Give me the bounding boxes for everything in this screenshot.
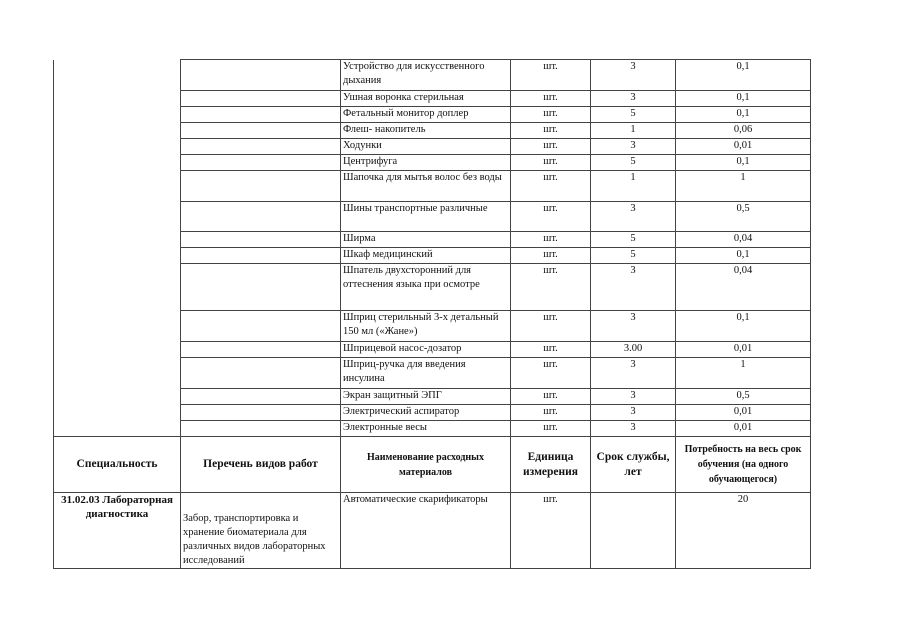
item-unit-cell: шт. [511, 171, 591, 202]
empty-specialty-cell [54, 311, 181, 342]
item-name-cell: Шприцевой насос-дозатор [341, 342, 511, 358]
item-unit-cell: шт. [511, 358, 591, 389]
empty-specialty-cell [54, 202, 181, 232]
table-row-specialty [54, 493, 811, 569]
empty-specialty-cell [54, 421, 181, 437]
item-life-cell: 3 [591, 139, 676, 155]
empty-specialty-cell [54, 358, 181, 389]
empty-specialty-cell [54, 60, 181, 91]
empty-work-cell [181, 405, 341, 421]
item-unit-cell: шт. [511, 123, 591, 139]
item-name-cell: Ходунки [341, 139, 511, 155]
item-need-cell: 0,01 [676, 342, 811, 358]
table-row [54, 248, 811, 264]
item-life-cell: 1 [591, 123, 676, 139]
item-name-cell: Электрический аспиратор [341, 405, 511, 421]
item-life-cell: 5 [591, 232, 676, 248]
item-need-cell: 0,5 [676, 389, 811, 405]
item-need-cell: 0,01 [676, 139, 811, 155]
table-row [54, 107, 811, 123]
specialty-cell: 31.02.03 Лабораторная диагностика [54, 493, 181, 569]
item-unit-cell: шт. [511, 311, 591, 342]
empty-work-cell [181, 139, 341, 155]
empty-specialty-cell [54, 232, 181, 248]
item-name-cell: Шапочка для мытья волос без воды [341, 171, 511, 202]
work-text: Забор, транспортировка и хранение биоматериала для различных видов лабораторных исследований [183, 513, 326, 566]
item-need-cell: 0,5 [676, 202, 811, 232]
empty-work-cell [181, 311, 341, 342]
item-name-cell: Шприц-ручка для введения инсулина [341, 358, 511, 389]
item-unit-cell: шт. [511, 202, 591, 232]
item-unit-cell: шт. [511, 232, 591, 248]
header-materials: Наименование расходных материалов [341, 437, 511, 493]
item-name-cell: Флеш- накопитель [341, 123, 511, 139]
item-life-cell: 5 [591, 107, 676, 123]
item-unit-cell: шт. [511, 389, 591, 405]
header-specialty: Специальность [54, 437, 181, 493]
table-header-row [54, 437, 811, 493]
empty-work-cell [181, 248, 341, 264]
item-need-cell: 1 [676, 358, 811, 389]
header-need: Потребность на весь срок обучения (на одного обучающегося) [676, 437, 811, 493]
empty-specialty-cell [54, 107, 181, 123]
item-unit-cell: шт. [511, 264, 591, 311]
item-unit-cell: шт. [511, 421, 591, 437]
table-row [54, 358, 811, 389]
table-row [54, 60, 811, 91]
item-need-cell: 0,06 [676, 123, 811, 139]
item-life-cell: 3 [591, 389, 676, 405]
item-life-cell: 3 [591, 358, 676, 389]
item-unit-cell: шт. [511, 342, 591, 358]
item-name-cell: Центрифуга [341, 155, 511, 171]
empty-work-cell [181, 91, 341, 107]
empty-specialty-cell [54, 342, 181, 358]
item-unit-cell: шт. [511, 107, 591, 123]
work-cell [181, 493, 341, 569]
item-name-cell: Шпатель двухсторонний для оттеснения языка при осмотре [341, 264, 511, 311]
empty-specialty-cell [54, 91, 181, 107]
item-need-cell: 0,1 [676, 248, 811, 264]
item-need-cell: 0,04 [676, 264, 811, 311]
item-need-cell: 0,1 [676, 107, 811, 123]
item-life-cell: 3.00 [591, 342, 676, 358]
table-row [54, 405, 811, 421]
header-unit: Единица измерения [511, 437, 591, 493]
empty-work-cell [181, 264, 341, 311]
item-life-cell: 5 [591, 248, 676, 264]
empty-work-cell [181, 123, 341, 139]
item-unit-cell: шт. [511, 155, 591, 171]
item-life-cell: 3 [591, 264, 676, 311]
item-name-cell: Экран защитный ЭПГ [341, 389, 511, 405]
table-row [54, 91, 811, 107]
item-name-cell: Ширма [341, 232, 511, 248]
table-row [54, 389, 811, 405]
table-row [54, 342, 811, 358]
empty-work-cell [181, 155, 341, 171]
item-name-cell: Фетальный монитор доплер [341, 107, 511, 123]
item-need-cell: 0,1 [676, 91, 811, 107]
empty-specialty-cell [54, 389, 181, 405]
item-name-cell: Устройство для искусственного дыхания [341, 60, 511, 91]
unit-cell: шт. [511, 493, 591, 569]
item-life-cell: 1 [591, 171, 676, 202]
item-need-cell: 0,1 [676, 60, 811, 91]
empty-work-cell [181, 421, 341, 437]
empty-work-cell [181, 171, 341, 202]
table-row [54, 171, 811, 202]
item-life-cell: 3 [591, 421, 676, 437]
header-works: Перечень видов работ [181, 437, 341, 493]
item-need-cell: 0,01 [676, 405, 811, 421]
item-need-cell: 0,04 [676, 232, 811, 248]
item-unit-cell: шт. [511, 91, 591, 107]
item-name-cell: Шкаф медицинский [341, 248, 511, 264]
item-need-cell: 0,1 [676, 311, 811, 342]
item-life-cell: 5 [591, 155, 676, 171]
materials-table [53, 59, 811, 569]
life-cell [591, 493, 676, 569]
empty-specialty-cell [54, 139, 181, 155]
empty-specialty-cell [54, 264, 181, 311]
empty-work-cell [181, 342, 341, 358]
table-row [54, 264, 811, 311]
empty-work-cell [181, 232, 341, 248]
table-row [54, 421, 811, 437]
item-need-cell: 1 [676, 171, 811, 202]
item-life-cell: 3 [591, 311, 676, 342]
item-life-cell: 3 [591, 60, 676, 91]
table-row [54, 139, 811, 155]
item-need-cell: 0,01 [676, 421, 811, 437]
empty-work-cell [181, 107, 341, 123]
item-unit-cell: шт. [511, 405, 591, 421]
table-row [54, 202, 811, 232]
table-row [54, 232, 811, 248]
item-life-cell: 3 [591, 202, 676, 232]
empty-specialty-cell [54, 123, 181, 139]
item-life-cell: 3 [591, 405, 676, 421]
table-row [54, 123, 811, 139]
material-cell: Автоматические скарификаторы [341, 493, 511, 569]
empty-specialty-cell [54, 155, 181, 171]
item-unit-cell: шт. [511, 248, 591, 264]
item-name-cell: Ушная воронка стерильная [341, 91, 511, 107]
item-name-cell: Электронные весы [341, 421, 511, 437]
empty-work-cell [181, 60, 341, 91]
header-life: Срок службы, лет [591, 437, 676, 493]
table-row [54, 311, 811, 342]
empty-specialty-cell [54, 248, 181, 264]
table-row [54, 155, 811, 171]
item-name-cell: Шины транспортные различные [341, 202, 511, 232]
need-cell: 20 [676, 493, 811, 569]
empty-specialty-cell [54, 405, 181, 421]
empty-work-cell [181, 389, 341, 405]
item-name-cell: Шприц стерильный 3-х детальный 150 мл («Жане») [341, 311, 511, 342]
item-unit-cell: шт. [511, 139, 591, 155]
empty-work-cell [181, 358, 341, 389]
item-need-cell: 0,1 [676, 155, 811, 171]
item-unit-cell: шт. [511, 60, 591, 91]
item-life-cell: 3 [591, 91, 676, 107]
empty-specialty-cell [54, 171, 181, 202]
empty-work-cell [181, 202, 341, 232]
